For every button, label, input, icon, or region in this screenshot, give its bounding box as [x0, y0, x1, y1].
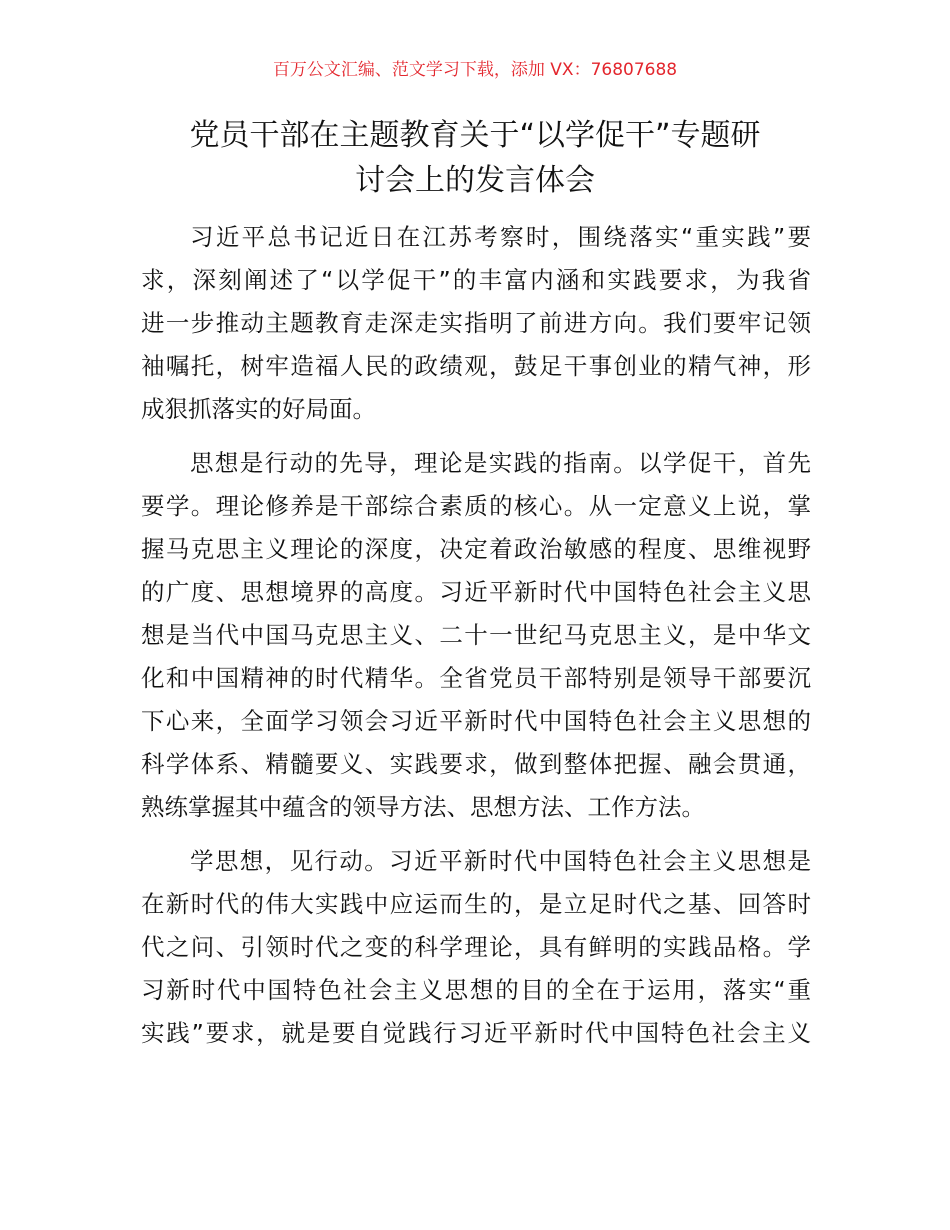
watermark-header: 百万公文汇编、范文学习下载，添加 VX：76807688 — [272, 60, 678, 80]
paragraph-line: 科学体系、精髓要义、实践要求，做到整体把握、融会贯通， — [141, 750, 811, 778]
paragraph — [141, 216, 811, 431]
paragraph-line: 实践”要求，就是要自觉践行习近平新时代中国特色社会主义 — [141, 1019, 811, 1047]
paragraph — [141, 840, 811, 1055]
title-line: 讨会上的发言体会 — [355, 163, 595, 198]
paragraph-line: 代之问、引领时代之变的科学理论，具有鲜明的实践品格。学 — [141, 933, 811, 961]
paragraph-line: 想是当代中国马克思主义、二十一世纪马克思主义，是中华文 — [141, 621, 811, 649]
document-title — [120, 113, 830, 203]
paragraph-line: 下心来，全面学习领会习近平新时代中国特色社会主义思想的 — [141, 707, 811, 735]
paragraph-line: 熟练掌握其中蕴含的领导方法、思想方法、工作方法。 — [141, 793, 705, 821]
paragraph-line: 习近平总书记近日在江苏考察时，围绕落实“重实践”要 — [190, 223, 811, 251]
paragraph-line: 的广度、思想境界的高度。习近平新时代中国特色社会主义思 — [141, 578, 811, 606]
paragraph-line: 习新时代中国特色社会主义思想的目的全在于运用，落实“重 — [141, 976, 811, 1004]
paragraph-line: 进一步推动主题教育走深走实指明了前进方向。我们要牢记领 — [141, 309, 811, 337]
paragraph-line: 学思想，见行动。习近平新时代中国特色社会主义思想是 — [190, 847, 811, 875]
paragraph-line: 求，深刻阐述了“以学促干”的丰富内涵和实践要求，为我省 — [141, 266, 811, 294]
document-body — [141, 216, 811, 1066]
paragraph-line: 化和中国精神的时代精华。全省党员干部特别是领导干部要沉 — [141, 664, 811, 692]
paragraph-line: 成狠抓落实的好局面。 — [141, 395, 376, 423]
paragraph — [141, 442, 811, 829]
paragraph-line: 要学。理论修养是干部综合素质的核心。从一定意义上说，掌 — [141, 492, 811, 520]
title-line: 党员干部在主题教育关于“以学促干”专题研 — [189, 118, 761, 153]
paragraph-line: 思想是行动的先导，理论是实践的指南。以学促干，首先 — [190, 449, 811, 477]
paragraph-line: 握马克思主义理论的深度，决定着政治敏感的程度、思维视野 — [141, 535, 811, 563]
paragraph-line: 在新时代的伟大实践中应运而生的，是立足时代之基、回答时 — [141, 890, 811, 918]
paragraph-line: 袖嘱托，树牢造福人民的政绩观，鼓足干事创业的精气神，形 — [141, 352, 811, 380]
